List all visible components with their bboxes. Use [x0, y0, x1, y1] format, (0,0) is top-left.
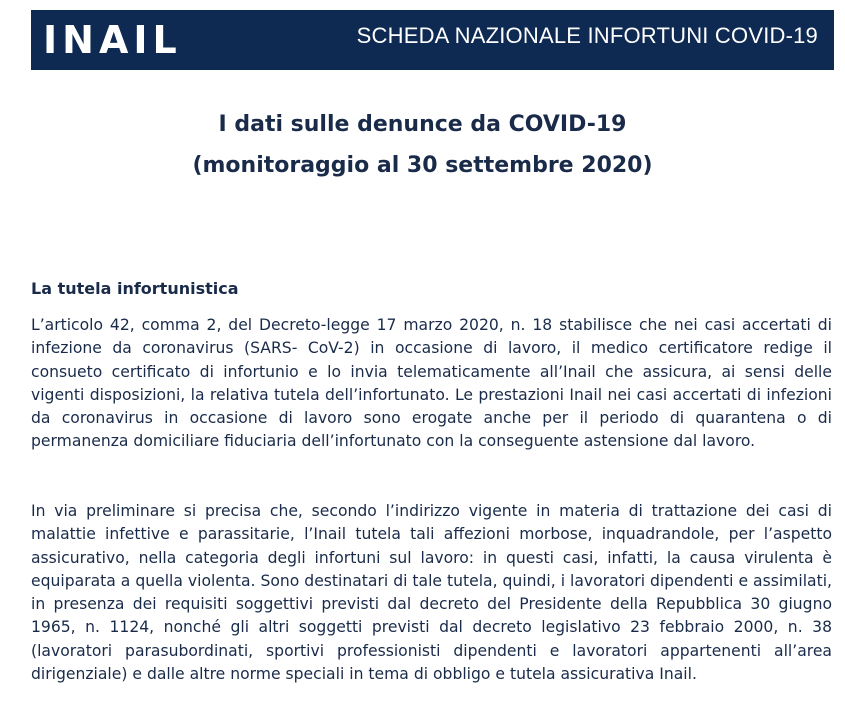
header-title: SCHEDA NAZIONALE INFORTUNI COVID-19 — [356, 23, 818, 48]
paragraph-2: In via preliminare si precisa che, secondo l’indirizzo vigente in materia di trattazione dei casi di malattie infettive e parassitarie, l’Inail tutela tali affezioni morbose, inquadrandole, per l’aspetto assicurativo, nella categoria degli infortuni sul lavoro: in questi casi, infatti, la causa virulenta è equiparata a quella violenta. Sono destinatari di tale tutela, quindi, i lavoratori dipendenti e assimilati, in presenza dei requisiti soggettivi previsti dal decreto del Presidente della Repubblica 30 giugno 1965, n. 1124, nonché gli altri soggetti previsti dal decreto legislativo 23 febbraio 2000, n. 38 (lavoratori parasubordinati, sportivi professionisti dipendenti e lavoratori appartenenti all’area dirigenziale) e dalle altre norme speciali in tema di obbligo e tutela assicurativa Inail. — [31, 502, 832, 684]
document-subtitle: (monitoraggio al 30 settembre 2020) — [192, 153, 653, 178]
paragraph-1: L’articolo 42, comma 2, del Decreto-legge 17 marzo 2020, n. 18 stabilisce che nei casi accertati di infezione da coronavirus (SARS- CoV-2) in occasione di lavoro, il medico certificatore redige il consueto certificato di infortunio e lo invia telematicamente all’Inail che assicura, ai sensi delle vigenti disposizioni, la relativa tutela dell’infortunato. Le prestazioni Inail nei casi accertati di infezioni da coronavirus in occasione di lavoro sono erogate anche per il periodo di quarantena o di permanenza domiciliare fiduciaria dell’infortunato con la conseguente astensione dal lavoro. — [31, 316, 832, 451]
inail-logo: INAIL — [43, 18, 182, 62]
document-title: I dati sulle denunce da COVID-19 — [218, 112, 627, 137]
document-header — [31, 10, 834, 70]
section-heading: La tutela infortunistica — [31, 279, 239, 298]
